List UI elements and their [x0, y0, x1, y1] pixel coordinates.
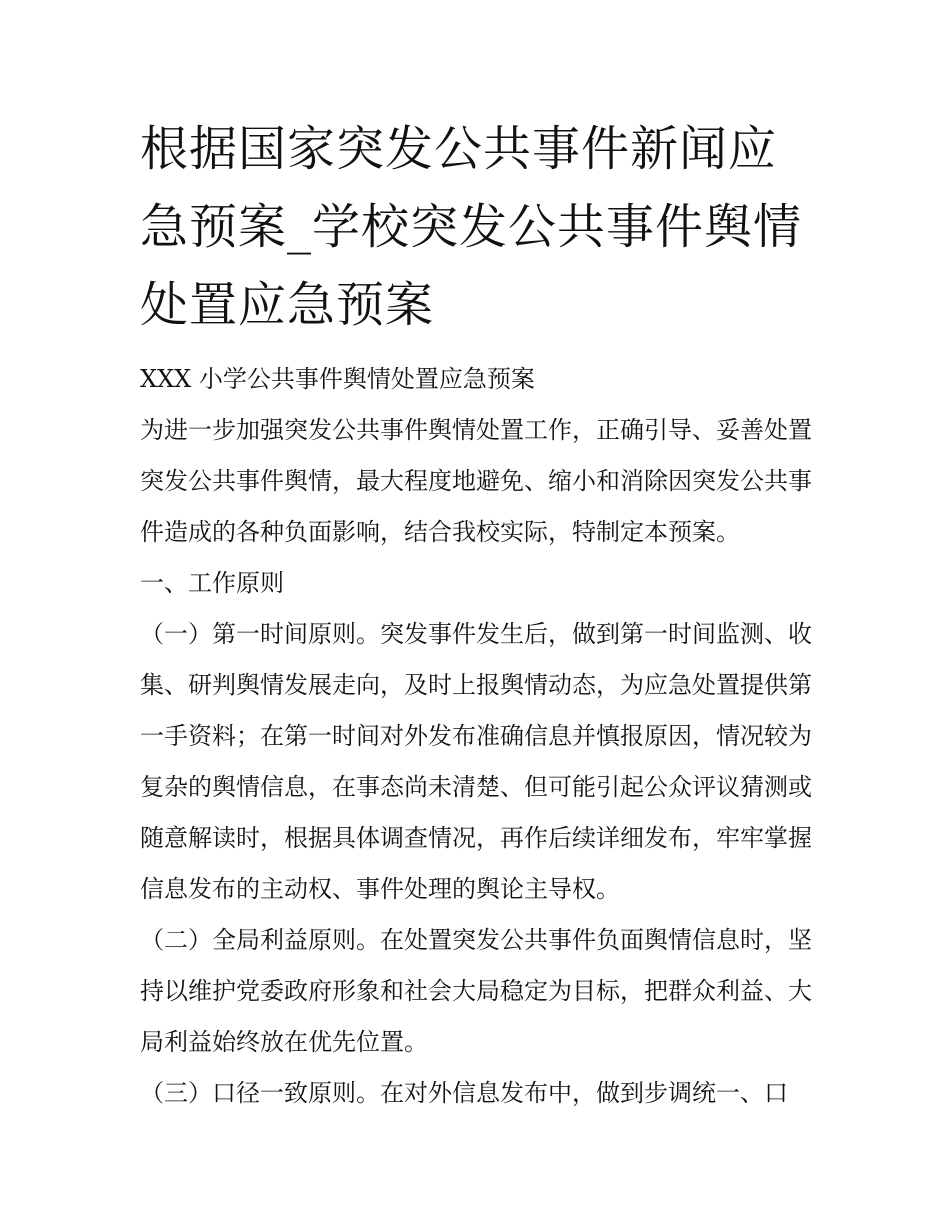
principle-first-time: （一）第一时间原则。突发事件发生后，做到第一时间监测、收集、研判舆情发展走向，及时上报舆情动态，为应急处置提供第一手资料；在第一时间对外发布准确信息并慎报原因，情况较为复杂的舆情信息，在事态尚未清楚、但可能引起公众评议猜测或随意解读时，根据具体调查情况，再作后续详细发布，牢牢掌握信息发布的主动权、事件处理的舆论主导权。	[140, 620, 812, 903]
document-title: 根据国家突发公共事件新闻应急预案_学校突发公共事件舆情处置应急预案	[140, 121, 803, 333]
principle-overall-interest: （二）全局利益原则。在处置突发公共事件负面舆情信息时，坚持以维护党委政府形象和社会大局稳定为目标，把群众利益、大局利益始终放在优先位置。	[140, 926, 812, 1056]
principle-consistent-message: （三）口径一致原则。在对外信息发布中，做到步调统一、口	[140, 1079, 788, 1107]
document-subtitle: XXX 小学公共事件舆情处置应急预案	[140, 365, 535, 393]
intro-paragraph: 为进一步加强突发公共事件舆情处置工作，正确引导、妥善处置突发公共事件舆情，最大程度地避免、缩小和消除因突发公共事件造成的各种负面影响，结合我校实际，特制定本预案。	[140, 416, 812, 546]
section-heading-work-principles: 一、工作原则	[140, 569, 284, 597]
